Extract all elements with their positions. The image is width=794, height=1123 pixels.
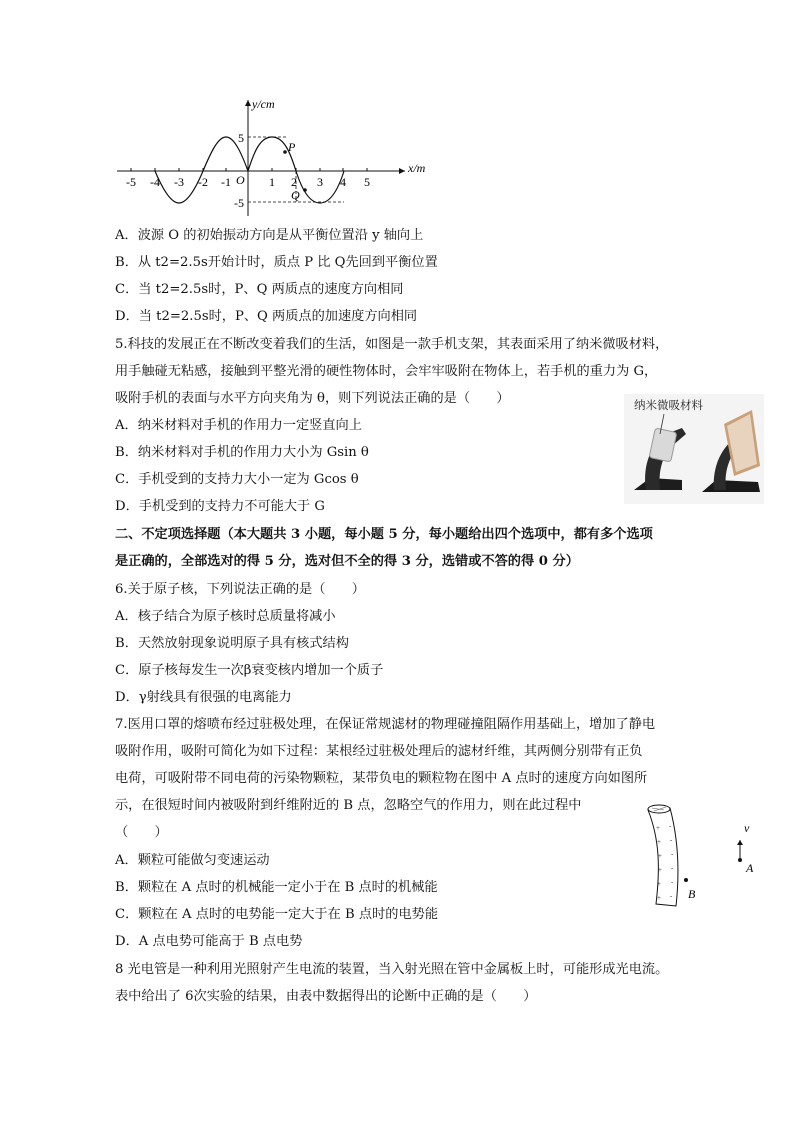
q6-option-b: B．天然放射现象说明原子具有核式结构 — [115, 636, 349, 651]
x-tick: 1 — [269, 175, 275, 189]
q4-option-c: C．当 t2=2.5s时，P、Q 两质点的速度方向相同 — [115, 282, 404, 297]
svg-text:-: - — [671, 864, 674, 872]
svg-text:-: - — [671, 850, 674, 858]
x-tick: -1 — [221, 175, 231, 189]
q5-option-b: B．纳米材料对手机的作用力大小为 Gsin θ — [115, 445, 369, 460]
point-p-dot — [283, 150, 287, 154]
x-tick: 5 — [364, 175, 370, 189]
q5-stem-line1: 5.科技的发展正在不断改变着我们的生活，如图是一款手机支架，其表面采用了纳米微吸材料， — [115, 337, 669, 352]
q7-option-c: C．颗粒在 A 点时的电势能一定大于在 B 点时的电势能 — [115, 907, 439, 922]
q5-option-a: A．纳米材料对手机的作用力一定竖直向上 — [115, 418, 362, 433]
x-tick: -2 — [198, 175, 208, 189]
q4-option-d: D．当 t2=2.5s时，P、Q 两质点的加速度方向相同 — [115, 309, 418, 324]
q6-option-d: D．γ射线具有很强的电离能力 — [115, 690, 292, 705]
q5-stem-line3: 吸附手机的表面与水平方向夹角为 θ，则下列说法正确的是（ ） — [115, 391, 510, 406]
q7-stem-line2: 吸附作用，吸附可简化为如下过程：某根经过驻极处理后的滤材纤维，其两侧分别带有正负 — [115, 744, 643, 759]
wave-graph — [0, 0, 794, 230]
q7-stem-line3: 电荷，可吸附带不同电荷的污染物颗粒，某带负电的颗粒物在图中 A 点时的速度方向如图所 — [115, 771, 648, 786]
point-q-dot — [303, 188, 307, 192]
x-tick: 2 — [291, 175, 297, 189]
q5-option-c: C．手机受到的支持力大小一定为 Gcos θ — [115, 472, 359, 487]
svg-text:+: + — [656, 824, 660, 832]
svg-text:-: - — [670, 892, 673, 900]
q7-option-d: D．A 点电势可能高于 B 点电势 — [115, 934, 303, 949]
point-q-label: Q — [291, 188, 300, 202]
point-p-label: P — [288, 140, 296, 154]
q8-stem-line2: 表中给出了 6次实验的结果，由表中数据得出的论断中正确的是（ ） — [115, 989, 537, 1004]
x-tick: 3 — [317, 175, 323, 189]
q7-option-b: B．颗粒在 A 点时的机械能一定小于在 B 点时的机械能 — [115, 880, 438, 895]
q7-option-a: A．颗粒可能做匀变速运动 — [115, 853, 270, 868]
svg-text:-: - — [670, 836, 673, 844]
svg-text:-: - — [671, 878, 674, 886]
y-tick-neg: -5 — [234, 196, 244, 210]
q5-stem-line2: 用手触碰无粘感，接触到平整光滑的硬性物体时，会牢牢吸附在物体上，若手机的重力为 G， — [115, 364, 658, 379]
wave-curve — [155, 137, 344, 203]
point-b-dot — [684, 878, 688, 882]
section-2-header-line1: 二、不定项选择题（本大题共 3 小题，每小题 5 分，每小题给出四个选项中，都有多个选项 — [115, 527, 653, 542]
q6-stem: 6.关于原子核，下列说法正确的是（ ） — [115, 582, 365, 597]
y-axis-label: y/cm — [252, 97, 275, 111]
q7-stem-line4: 示，在很短时间内被吸附到纤维附近的 B 点，忽略空气的作用力，则在此过程中 — [115, 798, 582, 813]
q4-option-a: A．波源 O 的初始振动方向是从平衡位置沿 y 轴向上 — [115, 228, 424, 243]
svg-text:+: + — [658, 852, 662, 860]
x-tick: -4 — [150, 175, 160, 189]
section-2-header-line2: 是正确的，全部选对的得 5 分，选对但不全的得 3 分，选错或不答的得 0 分） — [115, 554, 579, 569]
svg-text:+: + — [658, 866, 662, 874]
q7-stem-line1: 7.医用口罩的熔喷布经过驻极处理，在保证常规滤材的物理碰撞阻隔作用基础上，增加了静电 — [115, 717, 656, 732]
q6-option-a: A．核子结合为原子核时总质量将减小 — [115, 609, 336, 624]
point-a-label: A — [746, 861, 754, 875]
velocity-label: v — [744, 821, 750, 835]
q4-option-b: B．从 t2=2.5s开始计时，质点 P 比 Q先回到平衡位置 — [115, 255, 438, 270]
x-tick: -5 — [126, 175, 136, 189]
x-axis-label: x/m — [408, 161, 426, 175]
q6-option-c: C．原子核每发生一次β衰变核内增加一个质子 — [115, 663, 384, 678]
svg-text:+: + — [657, 838, 661, 846]
x-tick: -3 — [174, 175, 184, 189]
svg-text:-: - — [669, 822, 672, 830]
q5-option-d: D．手机受到的支持力不可能大于 G — [115, 499, 325, 514]
point-b-label: B — [688, 887, 696, 901]
q7-stem-line5: （ ） — [115, 825, 168, 840]
y-tick-pos: 5 — [238, 131, 244, 145]
x-tick: 4 — [340, 175, 346, 189]
nano-material-label: 纳米微吸材料 — [634, 400, 703, 412]
svg-text:+: + — [657, 880, 661, 888]
q8-stem-line1: 8 光电管是一种利用光照射产生电流的装置，当入射光照在管中金属板上时，可能形成光电流。 — [115, 962, 669, 977]
fiber-body — [648, 808, 678, 906]
phone-stand-image — [624, 394, 764, 504]
origin-label: O — [236, 173, 245, 187]
svg-text:+: + — [657, 894, 661, 902]
fiber-diagram — [640, 800, 770, 910]
